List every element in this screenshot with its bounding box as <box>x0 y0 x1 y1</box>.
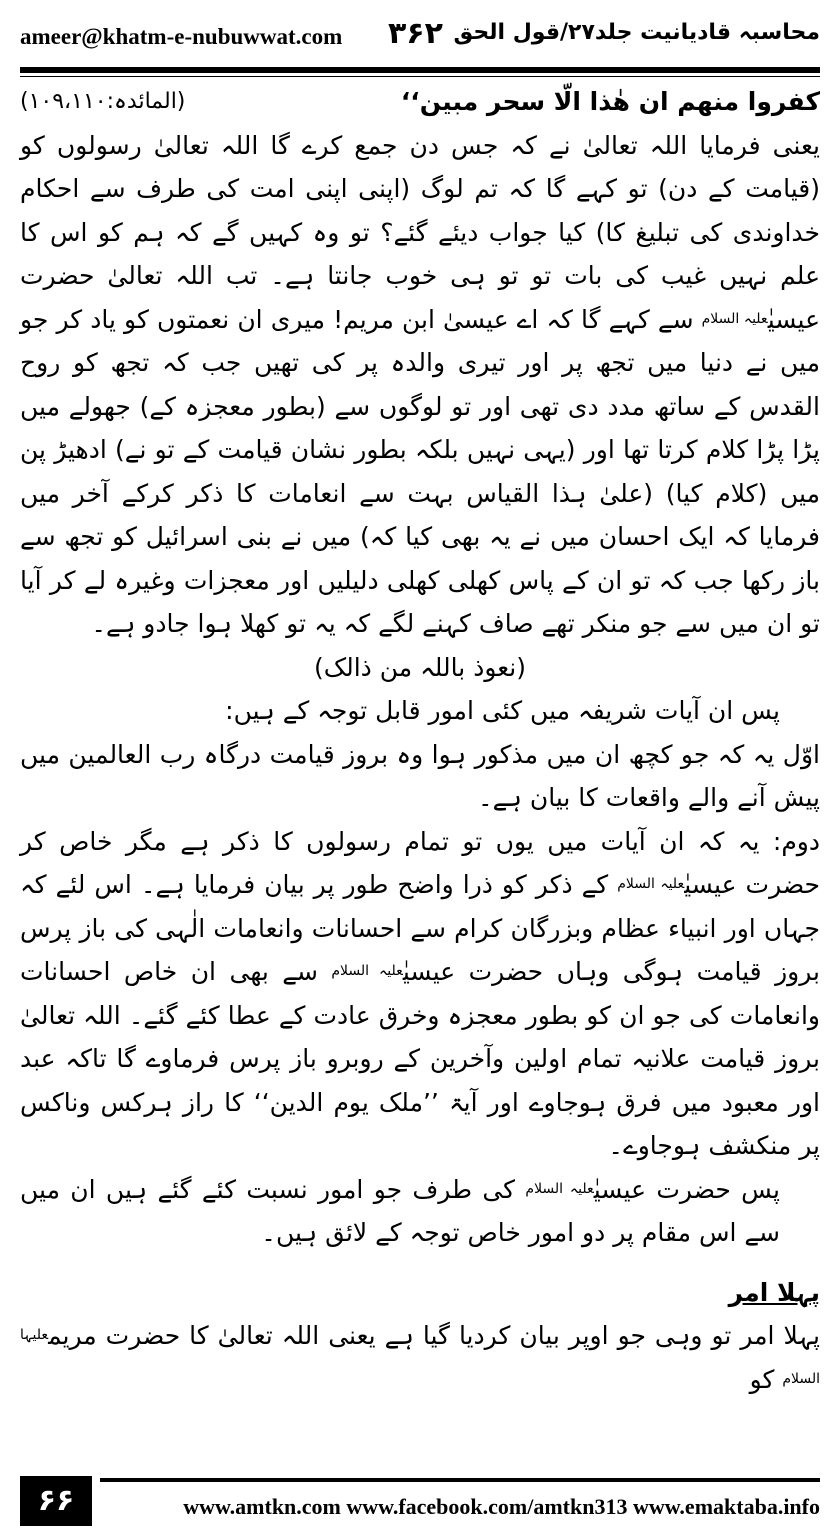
paragraph-second-point <box>20 820 820 1168</box>
paragraph-translation-text: یعنی فرمایا اللہ تعالیٰ نے کہ جس دن جمع کرے گا اللہ تعالیٰ رسولوں کو (قیامت کے دن) تو کہے گا کہ تم لوگ (اپنی اپنی امت کی طرف سے احکام خداوندی کی تبلیغ کا) کیا جواب دیئے گئے؟ تو وہ کہیں گے کہ ہم کو اس کا علم نہیں غیب کی بات تو تو ہی خوب جانتا ہے۔ تب اللہ تعالیٰ حضرت عیسیٰ <box>20 130 820 334</box>
header-page-number: ۳۶۲ <box>388 16 443 51</box>
header-email: ameer@khatm-e-nubuwwat.com <box>20 24 343 49</box>
section-paragraph <box>20 1314 820 1401</box>
paragraph-intro-points: پس ان آیات شریفہ میں کئی امور قابل توجہ کے ہیں: <box>225 696 780 725</box>
paragraph-translation <box>20 124 820 646</box>
verse-reference: (المائدہ:۱۰۹،۱۱۰) <box>20 89 186 114</box>
body-text <box>20 80 820 1401</box>
paragraph-two-matters-cont: کی طرف جو امور نسبت کئے گئے ہیں ان میں سے اس مقام پر دو امور خاص توجہ کے لائق ہیں۔ <box>20 1174 780 1247</box>
verse-arabic: کفروا منھم ان ھٰذا الّا سحر مبین‘‘ <box>400 87 820 116</box>
section-heading: پہلا امر <box>728 1277 820 1307</box>
footer-links: www.amtkn.com www.facebook.com/amtkn313 www.emaktaba.info <box>183 1494 820 1519</box>
header-rule-thin <box>20 76 820 77</box>
honorific-symbol: علیہا السلام <box>20 1327 820 1387</box>
page-header <box>20 14 820 64</box>
paragraph-two-matters <box>20 1168 820 1255</box>
footer-rule <box>100 1478 820 1482</box>
section-paragraph-end: کو <box>749 1364 783 1394</box>
header-book-title: محاسبہ قادیانیت جلد۲۷/قول الحق <box>453 20 820 45</box>
honorific-symbol: علیہ السلام <box>525 1180 594 1197</box>
paragraph-translation-cont: سے کہے گا کہ اے عیسیٰ ابن مریم! میری ان نعمتوں کو یاد کر جو میں نے دنیا میں تجھ پر اور تیری والدہ پر کی تھیں جب کہ تجھ کو روح القدس کے ساتھ مدد دی تھی اور تو لوگوں سے (بطور معجزہ کے) جھولے میں پڑا پڑا کلام کرتا تھا اور (یہی نہیں بلکہ بطور نشان قیامت کے تو نے) ادھیڑ پن میں (کلام کیا) (علیٰ ہذا القیاس بہت سے انعامات کا ذکر کرکے آخر میں فرمایا کہ ایک احسان میں نے یہ بھی کیا کہ) میں نے بنی اسرائیل کو تجھ سے باز رکھا جب کہ تو ان کے پاس کھلی کھلی دلیلیں اور معجزات وغیرہ لے کر آیا تو ان میں سے جو منکر تھے صاف کہنے لگے کہ یہ تو کھلا ہوا جادو ہے۔ <box>20 304 820 638</box>
honorific-symbol: علیہ السلام <box>617 876 685 892</box>
paragraph-second-point-cont2: سے بھی ان خاص احسانات وانعامات کی جو ان کو بطور معجزہ وخرق عادت کے عطا کئے گئے۔ اللہ تعالیٰ بروز قیامت علانیہ تمام اولین وآخرین کے روبرو باز پرس فرماوے گا تاکہ عبد اور معبود میں فرق ہوجاوے اور آیۃ ’’ملک یوم الدین‘‘ کا راز ہرکس وناکس پر منکشف ہوجاوے۔ <box>20 957 820 1160</box>
footer-page-number: ۶۶ <box>20 1476 92 1526</box>
section-paragraph-text: پہلا امر تو وہی جو اوپر بیان کردیا گیا ہے یعنی اللہ تعالیٰ کا حضرت مریم <box>48 1321 820 1350</box>
paragraph-second-point-cont: کے ذکر کو ذرا واضح طور پر بیان فرمایا ہے۔ اس لئے کہ جہاں اور انبیاء عظام وبزرگان کرام سے احسانات وانعامات الٰہی کی باز پرس بروز قیامت ہوگی وہاں حضرت عیسیٰ <box>20 870 821 986</box>
verse-line <box>20 80 820 124</box>
honorific-symbol: علیہ السلام <box>701 310 768 327</box>
paragraph-two-matters-text: پس حضرت عیسیٰ <box>593 1174 781 1204</box>
honorific-symbol: علیہ السلام <box>331 963 403 979</box>
header-rule-thick <box>20 67 820 73</box>
page-footer <box>20 1476 820 1526</box>
paragraph-second-point-text: دوم: یہ کہ ان آیات میں یوں تو تمام رسولوں کا ذکر ہے مگر خاص کر حضرت عیسیٰ <box>20 826 820 899</box>
paragraph-first-point: اوّل یہ کہ جو کچھ ان میں مذکور ہوا وہ بروز قیامت درگاہ رب العالمین میں پیش آنے والے واقعات کا بیان ہے۔ <box>20 739 820 812</box>
paragraph-nauzubillah: (نعوذ باللہ من ذالک) <box>313 652 527 682</box>
